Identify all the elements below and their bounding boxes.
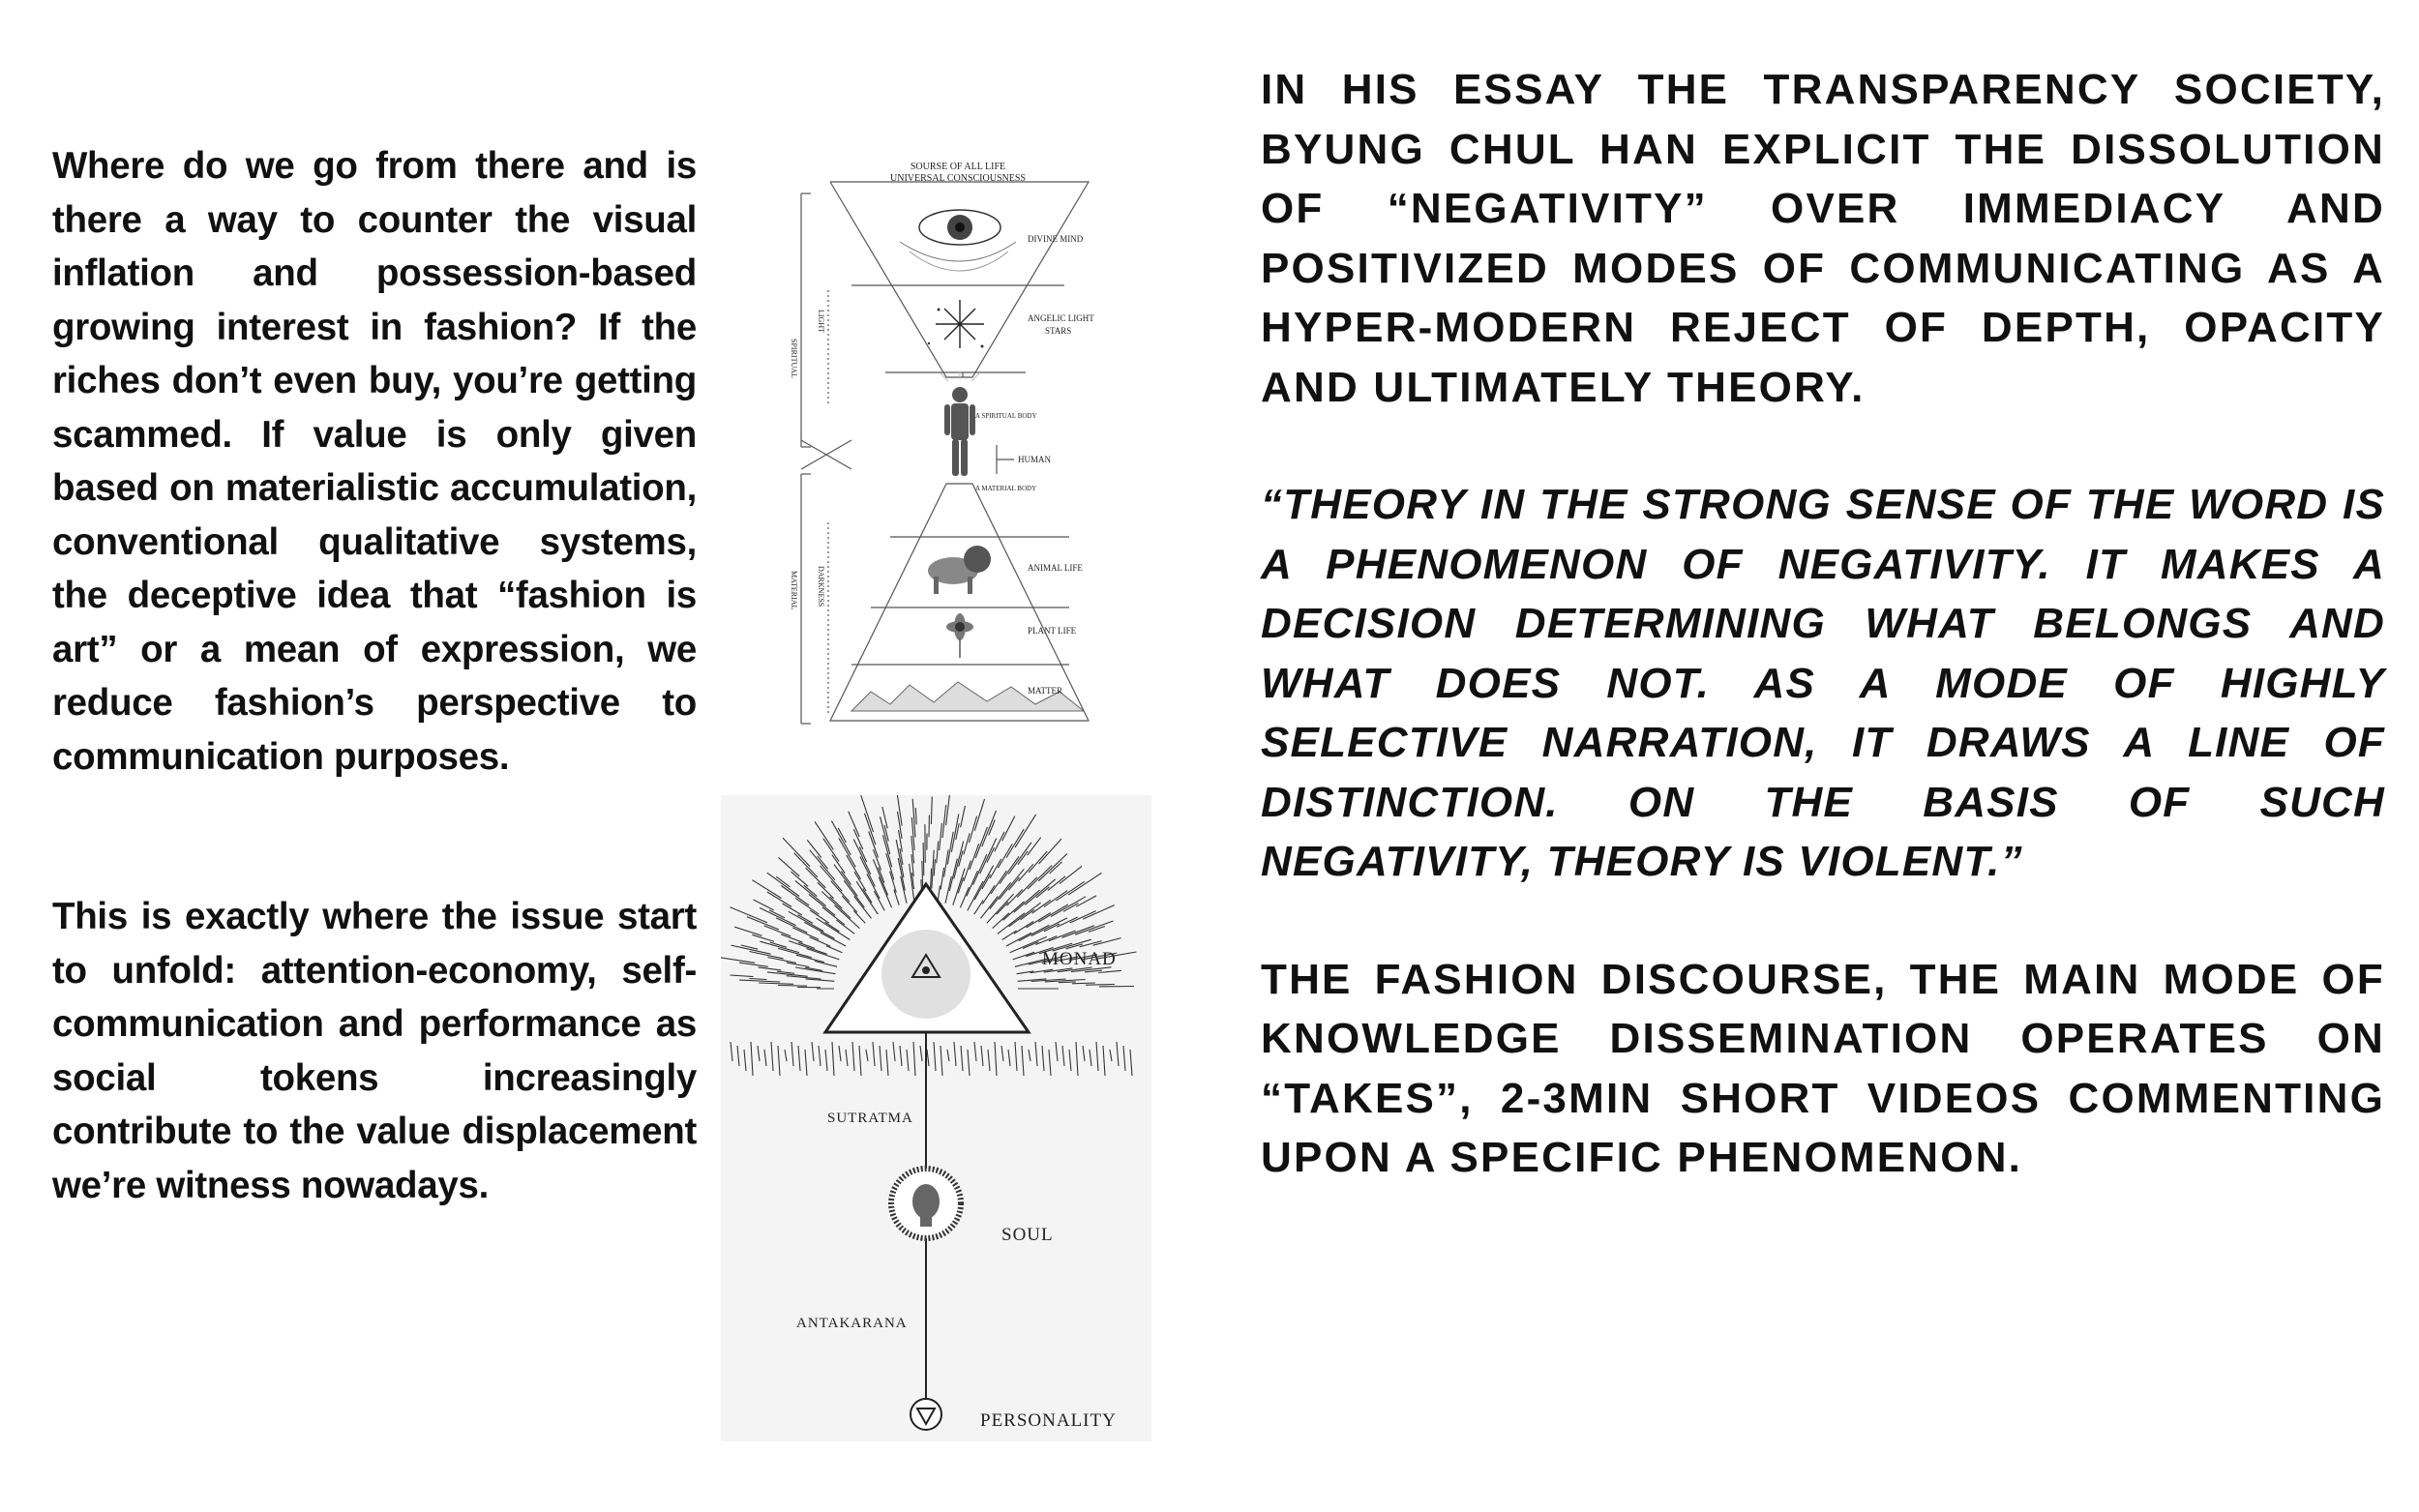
human-figure-icon bbox=[944, 387, 975, 476]
left-paragraph-2: This is exactly where the issue start to unfold: attention-economy, self-communication and performance as social tokens increasingly contribute to the value displacement we’re witness nowadays. bbox=[52, 896, 697, 1206]
right-paragraph-1: IN HIS ESSAY THE TRANSPARENCY SOCIETY, BYUNG CHUL HAN EXPLICIT THE DISSOLUTION OF “NEGATIVITY” OVER IMMEDIACY AND POSITIVIZED MODES OF COMMUNICATING AS A HYPER-MODERN REJECT OF DEPTH, OPACITY AND ULTIMATELY THEORY. bbox=[1261, 66, 2385, 411]
label-divine-mind: DIVINE MIND bbox=[1028, 234, 1084, 244]
label-angelic-light: ANGELIC LIGHT bbox=[1028, 313, 1094, 323]
han-quote: “THEORY IN THE STRONG SENSE OF THE WORD IS A PHENOMENON OF NEGATIVITY. IT MAKES A DECISION DETERMINING WHAT BELONGS AND WHAT DOES NOT. AS A MODE OF HIGHLY SELECTIVE NARRATION, IT DRAWS A LINE OF DISTINCTION. ON THE BASIS OF SUCH NEGATIVITY, THEORY IS VIOLENT.” bbox=[1261, 481, 2385, 885]
label-matter: MATTER bbox=[1028, 686, 1062, 696]
right-paragraph-3: THE FASHION DISCOURSE, THE MAIN MODE OF KNOWLEDGE DISSEMINATION OPERATES ON “TAKES”, 2-3MIN SHORT VIDEOS COMMENTING UPON A SPECIFIC PHENOMENON. bbox=[1261, 955, 2385, 1181]
star-icon bbox=[936, 300, 984, 348]
soul-head-icon bbox=[891, 1169, 961, 1238]
left-paragraph-1: Where do we go from there and is there a way to counter the visual inflation and possession-based growing interest in fashion? If the riches don’t even buy, you’re getting scammed. If value is only given based on materialistic accumulation, conventional qualitative systems, the deceptive idea that “fashion is art” or a mean of expression, we reduce fashion’s perspective to communication purposes. bbox=[52, 145, 697, 778]
right-text-column bbox=[1261, 60, 2385, 1188]
label-human: HUMAN bbox=[1018, 455, 1052, 464]
label-animal-life: ANIMAL LIFE bbox=[1028, 563, 1083, 573]
eye-icon bbox=[900, 210, 1016, 271]
label-universal-consciousness: UNIVERSAL CONSCIOUSNESS bbox=[890, 173, 1026, 184]
label-personality: PERSONALITY bbox=[980, 1410, 1117, 1431]
label-light: LIGHT bbox=[817, 310, 825, 333]
label-soul: SOUL bbox=[1001, 1225, 1054, 1245]
label-spiritual-body: A SPIRITUAL BODY bbox=[975, 412, 1037, 420]
personality-symbol-icon bbox=[911, 1399, 941, 1430]
label-source-of-life: SOURSE OF ALL LIFE bbox=[910, 162, 1006, 172]
monad-diagram bbox=[721, 795, 1151, 1441]
label-material: MATERIAL bbox=[790, 571, 798, 610]
flower-icon bbox=[946, 613, 973, 658]
label-stars: STARS bbox=[1045, 326, 1072, 336]
label-sutratma: SUTRATMA bbox=[827, 1111, 913, 1126]
label-antakarana: ANTAKARANA bbox=[796, 1316, 908, 1331]
label-plant-life: PLANT LIFE bbox=[1028, 626, 1077, 636]
cosmology-diagram bbox=[755, 155, 1142, 735]
left-text-column bbox=[52, 139, 697, 1212]
label-darkness: DARKNESS bbox=[817, 566, 825, 608]
label-monad: MONAD bbox=[1042, 949, 1117, 969]
lion-icon bbox=[928, 546, 991, 594]
label-material-body: A MATERIAL BODY bbox=[975, 485, 1037, 492]
label-spiritual: SPIRITUAL bbox=[790, 339, 798, 378]
